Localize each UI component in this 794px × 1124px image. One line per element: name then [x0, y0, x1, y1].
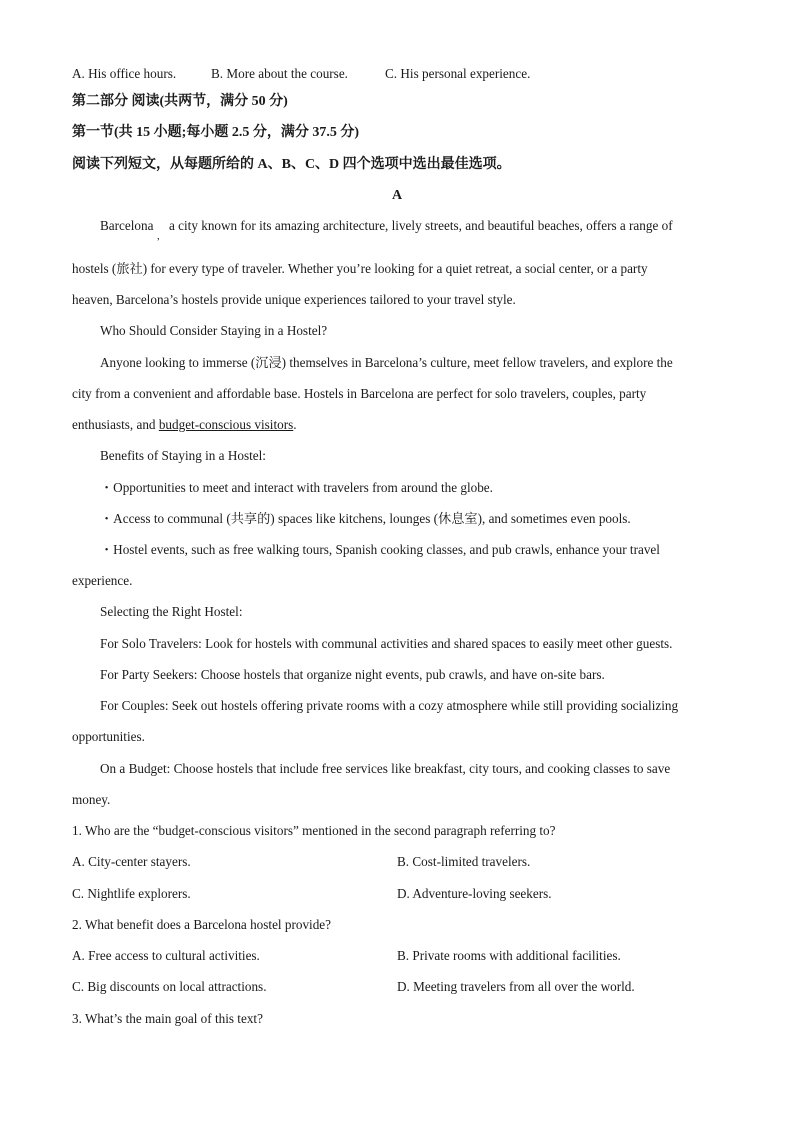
part-two-header: 第二部分 阅读(共两节，满分 50 分) [72, 94, 288, 109]
select-couples-cont: opportunities. [72, 729, 145, 744]
reading-instruction: 阅读下列短文，从每题所给的 A、B、C、D 四个选项中选出最佳选项。 [72, 157, 511, 172]
q2-option-b[interactable]: B. Private rooms with additional facilities. [397, 948, 621, 963]
heading-who-should-stay: Who Should Consider Staying in a Hostel? [100, 323, 328, 338]
p1-line2: hostels (旅社) for every type of traveler. Whether you’re looking for a quiet retreat, a social center, or a party [72, 261, 648, 276]
p2-line2: city from a convenient and affordable base. Hostels in Barcelona are perfect for solo travelers, couples, party [72, 386, 647, 401]
p1-comma: , [157, 230, 160, 242]
p2-line1: Anyone looking to immerse (沉浸) themselves in Barcelona’s culture, meet fellow travelers, and explore the [100, 355, 673, 370]
p1-line1: a city known for its amazing architecture, lively streets, and beautiful beaches, offers a range of [169, 218, 673, 233]
passage-letter: A [391, 188, 403, 203]
bullet-benefit-2: ・Access to communal (共享的) spaces like kitchens, lounges (休息室), and sometimes even pools. [100, 511, 631, 526]
question-2-stem: 2. What benefit does a Barcelona hostel provide? [72, 917, 332, 932]
q2-option-c[interactable]: C. Big discounts on local attractions. [72, 979, 267, 994]
select-budget-cont: money. [72, 792, 111, 807]
prev-option-a: A. His office hours. [72, 66, 177, 81]
q2-option-d[interactable]: D. Meeting travelers from all over the world. [397, 979, 635, 994]
prev-option-c: C. His personal experience. [385, 66, 531, 81]
question-1-stem: 1. Who are the “budget-conscious visitors” mentioned in the second paragraph referring to? [72, 823, 556, 838]
p1-line3: heaven, Barcelona’s hostels provide unique experiences tailored to your travel style. [72, 292, 516, 307]
underlined-phrase: budget-conscious visitors [158, 417, 294, 432]
q2-option-a[interactable]: A. Free access to cultural activities. [72, 948, 260, 963]
heading-benefits: Benefits of Staying in a Hostel: [100, 448, 266, 463]
section-one-header: 第一节(共 15 小题;每小题 2.5 分，满分 37.5 分) [72, 125, 359, 140]
question-3-stem: 3. What’s the main goal of this text? [72, 1011, 263, 1026]
select-couples: For Couples: Seek out hostels offering private rooms with a cozy atmosphere while still providing socializing [100, 698, 679, 713]
select-party: For Party Seekers: Choose hostels that organize night events, pub crawls, and have on-site bars. [100, 667, 605, 682]
p1-word-barcelona: Barcelona [100, 218, 154, 233]
q1-option-c[interactable]: C. Nightlife explorers. [72, 886, 191, 901]
q1-option-d[interactable]: D. Adventure-loving seekers. [397, 886, 552, 901]
q1-option-a[interactable]: A. City-center stayers. [72, 854, 191, 869]
p2-line3-period: . [293, 417, 297, 432]
select-solo: For Solo Travelers: Look for hostels with communal activities and shared spaces to easily meet other guests. [100, 636, 673, 651]
bullet-benefit-3-cont: experience. [72, 573, 133, 588]
heading-selecting: Selecting the Right Hostel: [100, 604, 243, 619]
bullet-benefit-3: ・Hostel events, such as free walking tours, Spanish cooking classes, and pub crawls, enhance your travel [100, 542, 660, 557]
select-budget: On a Budget: Choose hostels that include free services like breakfast, city tours, and cooking classes to save [100, 761, 671, 776]
bullet-benefit-1: ・Opportunities to meet and interact with travelers from around the globe. [100, 480, 493, 495]
p2-line3-text: enthusiasts, and [72, 417, 159, 432]
q1-option-b[interactable]: B. Cost-limited travelers. [397, 854, 531, 869]
p2-line3 [72, 417, 297, 433]
prev-option-b: B. More about the course. [211, 66, 348, 81]
